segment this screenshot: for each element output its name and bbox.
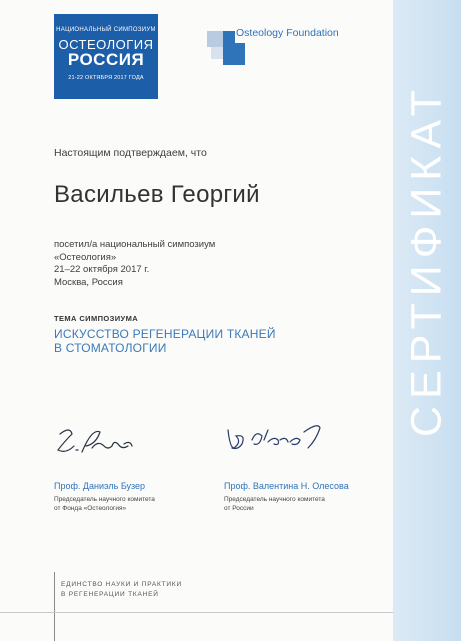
logo-line-2: ОСТЕОЛОГИЯ [58, 37, 154, 52]
topic-line-2: В СТОМАТОЛОГИИ [54, 341, 167, 355]
signatory-2-role-line-1: Председатель научного комитета [224, 496, 325, 503]
attendance-line-4: Москва, Россия [54, 276, 123, 288]
attendance-line-1: посетил/а национальный симпозиум [54, 239, 216, 250]
signatory-2-role-line-2: от России [224, 505, 254, 512]
recipient-name: Васильев Георгий [54, 181, 260, 208]
footer-line-1: ЕДИНСТВО НАУКИ И ПРАКТИКИ [61, 581, 182, 588]
signatory-1-role-line-2: от Фонда «Остеология» [54, 505, 127, 512]
footer-vertical-rule [54, 572, 55, 641]
signatory-2-role [224, 495, 325, 513]
topic-title [54, 327, 276, 355]
signatory-1-name: Проф. Даниэль Бузер [54, 481, 146, 491]
symposium-logo [54, 14, 158, 99]
topic-line-1: ИСКУССТВО РЕГЕНЕРАЦИИ ТКАНЕЙ [54, 327, 276, 341]
signatory-1-role-line-1: Председатель научного комитета [54, 496, 155, 503]
attendance-block [54, 239, 215, 289]
footer-line-2: В РЕГЕНЕРАЦИИ ТКАНЕЙ [61, 591, 159, 598]
signature-2 [222, 418, 332, 460]
footer-horizontal-rule [0, 612, 393, 613]
confirm-text: Настоящим подтверждаем, что [54, 147, 207, 159]
logo-line-1: НАЦИОНАЛЬНЫЙ СИМПОЗИУМ [56, 27, 156, 33]
signatory-1-role [54, 495, 155, 513]
attendance-line-2: «Остеология» [54, 251, 117, 263]
attendance-line-3: 21–22 октября 2017 г. [54, 264, 150, 275]
signature-1 [52, 420, 142, 464]
logo-line-4: 21-22 ОКТЯБРЯ 2017 ГОДА [68, 75, 144, 81]
topic-label: ТЕМА СИМПОЗИУМА [54, 314, 139, 323]
logo-line-3: РОССИЯ [67, 50, 145, 69]
certificate-title: СЕРТИФИКАТ [402, 83, 451, 437]
footer-slogan [61, 580, 182, 600]
foundation-name: Osteology Foundation [236, 27, 339, 39]
signatory-2-name: Проф. Валентина Н. Олесова [224, 481, 349, 491]
